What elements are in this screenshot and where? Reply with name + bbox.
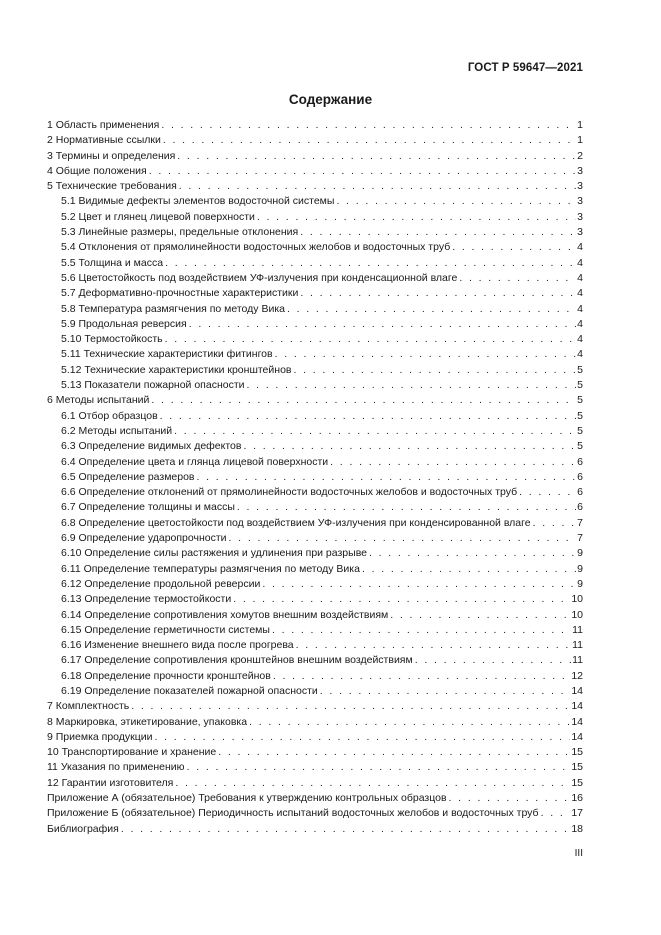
toc-entry-title: 5.9 Продольная реверсия: [61, 317, 187, 330]
toc-entry-title: 6.2 Методы испытаний: [61, 424, 173, 437]
toc-entry-page: 11: [572, 654, 583, 667]
toc-leader-dots: [247, 378, 577, 393]
toc-entry-title: 11 Указания по применению: [47, 761, 185, 774]
toc-leader-dots: [197, 470, 577, 485]
toc-entry-title: 6.9 Определение ударопрочности: [61, 532, 227, 545]
toc-entry-title: 8 Маркировка, этикетирование, упаковка: [47, 715, 248, 728]
toc-entry[interactable]: [47, 623, 583, 638]
toc-entry[interactable]: [47, 164, 583, 179]
toc-entry-page: 4: [577, 271, 583, 284]
toc-entry[interactable]: [47, 302, 583, 317]
toc-leader-dots: [459, 271, 576, 286]
toc-entry[interactable]: [47, 194, 583, 209]
toc-entry-page: 1: [577, 134, 583, 147]
toc-entry[interactable]: [47, 225, 583, 240]
toc-entry-title: 4 Общие положения: [47, 164, 147, 177]
toc-entry-title: 2 Нормативные ссылки: [47, 134, 161, 147]
toc-entry-page: 6: [577, 470, 583, 483]
toc-entry-title: 5.7 Деформативно-прочностные характеристики: [61, 287, 299, 300]
toc-leader-dots: [541, 806, 571, 821]
toc-entry[interactable]: [47, 500, 583, 515]
toc-leader-dots: [519, 485, 576, 500]
toc-entry-page: 3: [577, 180, 583, 193]
toc-entry[interactable]: [47, 455, 583, 470]
toc-entry[interactable]: [47, 531, 583, 546]
toc-entry[interactable]: [47, 332, 583, 347]
toc-entry[interactable]: [47, 317, 583, 332]
toc-leader-dots: [272, 623, 571, 638]
document-header: ГОСТ Р 59647—2021: [467, 62, 583, 74]
toc-entry[interactable]: [47, 669, 583, 684]
toc-leader-dots: [262, 577, 576, 592]
toc-leader-dots: [243, 439, 576, 454]
toc-leader-dots: [257, 210, 576, 225]
toc-leader-dots: [121, 822, 570, 837]
toc-entry-title: 6.6 Определение отклонений от прямолинейности водосточных желобов и водосточных труб: [61, 486, 518, 499]
toc-leader-dots: [362, 562, 576, 577]
page-title: Содержание: [288, 92, 373, 107]
toc-entry-title: 5.3 Линейные размеры, предельные отклонения: [61, 226, 299, 239]
toc-leader-dots: [174, 424, 576, 439]
toc-entry-page: 5: [577, 394, 583, 407]
toc-entry-page: 5: [577, 363, 583, 376]
toc-entry-title: 6.7 Определение толщины и массы: [61, 501, 235, 514]
toc-entry[interactable]: [47, 485, 583, 500]
toc-leader-dots: [160, 409, 577, 424]
toc-entry[interactable]: [47, 684, 583, 699]
toc-entry-page: 6: [577, 455, 583, 468]
toc-entry[interactable]: [47, 745, 583, 760]
toc-entry-title: 5.12 Технические характеристики кронштейнов: [61, 363, 292, 376]
toc-entry-title: 5.13 Показатели пожарной опасности: [61, 379, 245, 392]
toc-leader-dots: [273, 669, 570, 684]
toc-leader-dots: [293, 363, 576, 378]
toc-entry-page: 5: [577, 424, 583, 437]
toc-entry-page: 4: [577, 256, 583, 269]
toc-leader-dots: [165, 256, 576, 271]
toc-entry-title: Приложение Б (обязательное) Периодичность испытаний водосточных желобов и водосточных труб: [47, 807, 539, 820]
toc-entry-page: 4: [577, 317, 583, 330]
toc-leader-dots: [189, 317, 576, 332]
toc-entry[interactable]: [47, 516, 583, 531]
toc-entry-page: 14: [571, 715, 583, 728]
toc-entry-page: 11: [572, 639, 583, 652]
toc-entry[interactable]: [47, 179, 583, 194]
toc-entry[interactable]: [47, 822, 583, 837]
toc-entry[interactable]: [47, 638, 583, 653]
toc-entry-title: 5 Технические требования: [47, 180, 177, 193]
toc-leader-dots: [275, 347, 577, 362]
toc-leader-dots: [161, 118, 576, 133]
toc-entry-title: 1 Область применения: [47, 119, 160, 131]
toc-entry-page: 6: [577, 486, 583, 499]
toc-entry[interactable]: [47, 393, 583, 408]
toc-entry[interactable]: [47, 699, 583, 714]
toc-leader-dots: [452, 240, 576, 255]
toc-entry[interactable]: [47, 210, 583, 225]
toc-leader-dots: [287, 302, 576, 317]
toc-entry[interactable]: [47, 424, 583, 439]
toc-entry-page: 15: [571, 746, 583, 759]
toc-entry[interactable]: [47, 409, 583, 424]
toc-leader-dots: [300, 225, 576, 240]
toc-leader-dots: [218, 745, 570, 760]
toc-entry[interactable]: [47, 608, 583, 623]
toc-leader-dots: [390, 608, 570, 623]
toc-entry-title: 6.13 Определение термостойкости: [61, 593, 232, 606]
toc-entry[interactable]: [47, 363, 583, 378]
toc-leader-dots: [165, 332, 577, 347]
toc-entry[interactable]: [47, 760, 583, 775]
toc-entry-title: Библиография: [47, 822, 119, 835]
toc-leader-dots: [533, 516, 577, 531]
toc-leader-dots: [449, 791, 571, 806]
toc-entry[interactable]: [47, 791, 583, 806]
toc-entry-title: 6.3 Определение видимых дефектов: [61, 440, 242, 453]
toc-entry-page: 1: [577, 119, 583, 131]
toc-entry-page: 14: [571, 730, 583, 743]
toc-entry-title: 5.6 Цветостойкость под воздействием УФ-излучения при конденсационной влаге: [61, 271, 458, 284]
toc-entry[interactable]: [47, 256, 583, 271]
toc-entry-title: 5.2 Цвет и глянец лицевой поверхности: [61, 210, 255, 223]
toc-leader-dots: [149, 164, 576, 179]
table-of-contents: [47, 118, 583, 837]
toc-entry-title: 5.4 Отклонения от прямолинейности водосточных желобов и водосточных труб: [61, 241, 451, 254]
toc-leader-dots: [296, 638, 571, 653]
toc-entry[interactable]: [47, 592, 583, 607]
toc-entry-page: 6: [577, 501, 583, 514]
toc-entry-page: 9: [577, 577, 583, 590]
toc-entry[interactable]: [47, 240, 583, 255]
toc-leader-dots: [131, 699, 570, 714]
toc-entry[interactable]: [47, 378, 583, 393]
toc-entry[interactable]: [47, 347, 583, 362]
toc-leader-dots: [249, 715, 570, 730]
toc-entry-page: 7: [577, 532, 583, 545]
toc-entry-page: 9: [577, 562, 583, 575]
toc-entry-title: 6.4 Определение цвета и глянца лицевой поверхности: [61, 455, 329, 468]
toc-entry-page: 7: [577, 516, 583, 529]
page-number: III: [574, 848, 583, 859]
toc-leader-dots: [187, 760, 571, 775]
toc-entry-title: 9 Приемка продукции: [47, 730, 153, 743]
toc-entry[interactable]: [47, 118, 583, 133]
toc-entry[interactable]: [47, 286, 583, 301]
toc-entry-page: 3: [577, 195, 583, 208]
toc-entry[interactable]: [47, 149, 583, 164]
toc-entry-title: Приложение А (обязательное) Требования к утверждению контрольных образцов: [47, 792, 447, 805]
toc-entry-title: 6.12 Определение продольной реверсии: [61, 577, 261, 590]
toc-leader-dots: [300, 286, 576, 301]
toc-entry[interactable]: [47, 470, 583, 485]
toc-entry-title: 6 Методы испытаний: [47, 394, 150, 407]
toc-entry-page: 10: [571, 593, 583, 606]
toc-entry[interactable]: [47, 776, 583, 791]
toc-entry-page: 3: [577, 226, 583, 239]
toc-leader-dots: [320, 684, 571, 699]
toc-entry-title: 10 Транспортирование и хранение: [47, 746, 217, 759]
toc-entry-title: 5.11 Технические характеристики фитингов: [61, 348, 273, 361]
toc-leader-dots: [233, 592, 570, 607]
toc-entry-page: 14: [571, 684, 583, 697]
toc-entry-title: 6.14 Определение сопротивления хомутов внешним воздействиям: [61, 608, 389, 621]
toc-entry[interactable]: [47, 271, 583, 286]
toc-leader-dots: [237, 500, 576, 515]
toc-entry-title: 7 Комплектность: [47, 700, 130, 713]
toc-leader-dots: [163, 133, 576, 148]
toc-entry-page: 14: [571, 700, 583, 713]
toc-entry-page: 4: [577, 348, 583, 361]
toc-entry-title: 6.8 Определение цветостойкости под воздействием УФ-излучения при конденсированной влаге: [61, 516, 531, 529]
toc-entry-page: 9: [577, 547, 583, 560]
toc-entry-page: 18: [571, 822, 583, 835]
toc-entry-page: 5: [577, 379, 583, 392]
toc-entry-page: 5: [577, 409, 583, 422]
toc-leader-dots: [151, 393, 576, 408]
toc-entry-page: 15: [571, 776, 583, 789]
toc-entry-title: 5.1 Видимые дефекты элементов водосточной системы: [61, 195, 335, 208]
toc-entry[interactable]: [47, 653, 583, 668]
toc-entry[interactable]: [47, 715, 583, 730]
toc-entry-page: 3: [577, 210, 583, 223]
toc-leader-dots: [155, 730, 571, 745]
toc-leader-dots: [175, 776, 570, 791]
toc-entry-page: 12: [571, 669, 583, 682]
toc-entry-title: 6.5 Определение размеров: [61, 470, 195, 483]
toc-entry-page: 10: [571, 608, 583, 621]
toc-entry[interactable]: [47, 439, 583, 454]
toc-entry[interactable]: [47, 133, 583, 148]
toc-entry-page: 4: [577, 241, 583, 254]
toc-entry-title: 6.1 Отбор образцов: [61, 409, 158, 422]
toc-entry-title: 3 Термины и определения: [47, 149, 176, 162]
toc-entry-title: 6.18 Определение прочности кронштейнов: [61, 669, 271, 682]
toc-entry-title: 6.16 Изменение внешнего вида после прогрева: [61, 639, 294, 652]
toc-leader-dots: [330, 455, 576, 470]
toc-entry-title: 5.5 Толщина и масса: [61, 256, 164, 269]
toc-leader-dots: [177, 149, 576, 164]
toc-entry-title: 5.10 Термостойкость: [61, 333, 163, 346]
toc-entry-page: 15: [571, 761, 583, 774]
toc-entry-page: 11: [572, 623, 583, 636]
toc-entry[interactable]: [47, 562, 583, 577]
toc-entry-title: 6.11 Определение температуры размягчения по методу Вика: [61, 562, 360, 575]
toc-entry-title: 5.8 Температура размягчения по методу Вика: [61, 302, 285, 315]
toc-leader-dots: [179, 179, 576, 194]
toc-entry-title: 6.19 Определение показателей пожарной опасности: [61, 684, 318, 697]
toc-leader-dots: [336, 194, 576, 209]
toc-entry-page: 16: [571, 792, 583, 805]
toc-leader-dots: [229, 531, 577, 546]
toc-leader-dots: [415, 653, 571, 668]
toc-leader-dots: [369, 546, 576, 561]
toc-entry-page: 5: [577, 440, 583, 453]
toc-entry-title: 6.10 Определение силы растяжения и удлинения при разрыве: [61, 547, 367, 560]
toc-entry-title: 12 Гарантии изготовителя: [47, 776, 174, 789]
toc-entry[interactable]: [47, 546, 583, 561]
toc-entry[interactable]: [47, 577, 583, 592]
toc-entry-title: 6.17 Определение сопротивления кронштейнов внешним воздействиям: [61, 654, 413, 667]
toc-entry-page: 4: [577, 287, 583, 300]
toc-entry[interactable]: [47, 806, 583, 821]
toc-entry-page: 4: [577, 333, 583, 346]
toc-entry[interactable]: [47, 730, 583, 745]
toc-entry-page: 4: [577, 302, 583, 315]
toc-entry-page: 2: [577, 149, 583, 162]
toc-entry-page: 17: [571, 807, 583, 820]
toc-entry-page: 3: [577, 164, 583, 177]
toc-entry-title: 6.15 Определение герметичности системы: [61, 623, 270, 636]
